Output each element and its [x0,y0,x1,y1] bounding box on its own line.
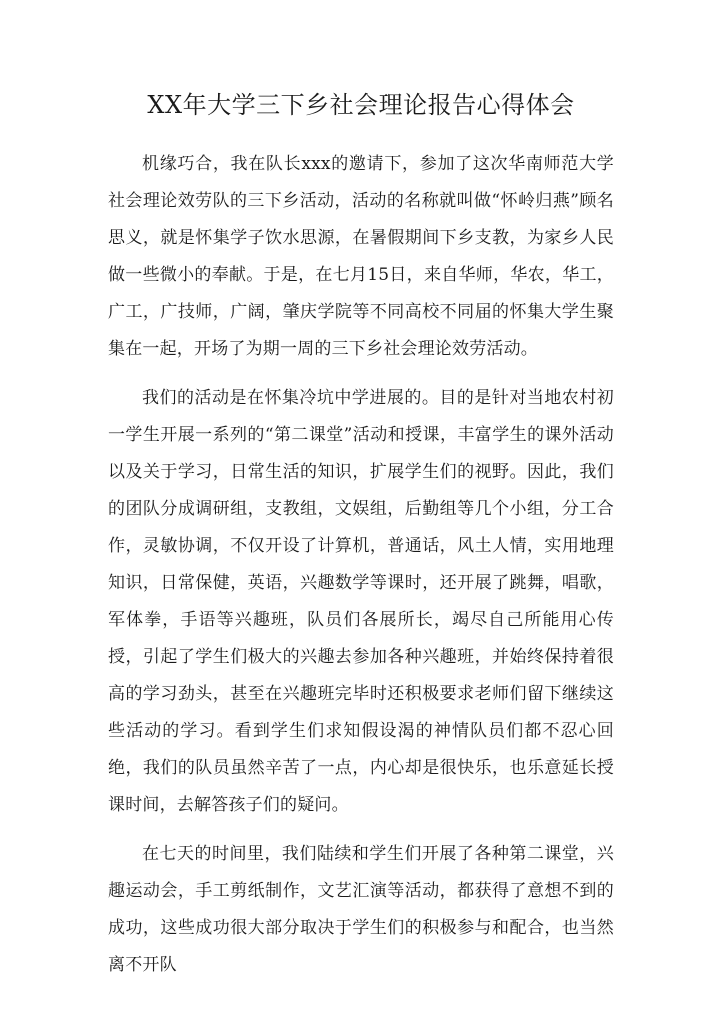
paragraph-2: 我们的活动是在怀集冷坑中学进展的。目的是针对当地农村初一学生开展一系列的“第二课堂”活动和授课，丰富学生的课外活动以及关于学习，日常生活的知识，扩展学生们的视野。因此，我们的团队分成调研组，支教组，文娱组，后勤组等几个小组，分工合作，灵敏协调，不仅开设了计算机，普通话，风土人情，实用地理知识，日常保健，英语，兴趣数学等课时，还开展了跳舞，唱歌，军体拳，手语等兴趣班，队员们各展所长，竭尽自己所能用心传授，引起了学生们极大的兴趣去参加各种兴趣班，并始终保持着很高的学习劲头，甚至在兴趣班完毕时还积极要求老师们留下继续这些活动的学习。看到学生们求知假设渴的神情队员们都不忍心回绝，我们的队员虽然辛苦了一点，内心却是很快乐，也乐意延长授课时间，去解答孩子们的疑问。 [108,388,614,815]
document-title: XX年大学三下乡社会理论报告心得体会 [147,91,575,119]
paragraph-3: 在七天的时间里，我们陆续和学生们开展了各种第二课堂，兴趣运动会，手工剪纸制作，文艺汇演等活动，都获得了意想不到的成功，这些成功很大部分取决于学生们的积极参与和配合，也当然离不开队 [108,844,614,975]
paragraph-1: 机缘巧合，我在队长xxx的邀请下，参加了这次华南师范大学社会理论效劳队的三下乡活动，活动的名称就叫做“怀岭归燕”顾名思义，就是怀集学子饮水思源，在暑假期间下乡支教，为家乡人民做一些微小的奉献。于是，在七月15日，来自华师，华农，华工，广工，广技师，广阔，肇庆学院等不同高校不同届的怀集大学生聚集在一起，开场了为期一周的三下乡社会理论效劳活动。 [108,154,614,359]
